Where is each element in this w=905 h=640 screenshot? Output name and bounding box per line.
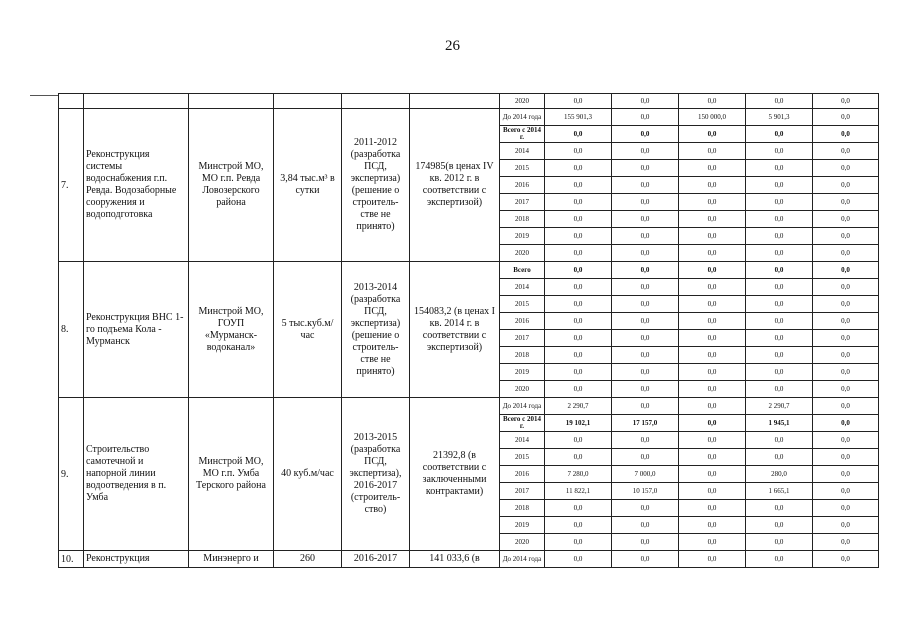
value-cell: 0,0	[746, 194, 813, 211]
value-cell: 0,0	[813, 500, 879, 517]
value-cell: 0,0	[545, 330, 612, 347]
value-cell: 0,0	[612, 160, 679, 177]
year-cell: Всего с 2014 г.	[500, 415, 545, 432]
year-cell: 2019	[500, 364, 545, 381]
value-cell: 0,0	[813, 296, 879, 313]
value-cell: 0,0	[612, 381, 679, 398]
value-cell: 0,0	[679, 279, 746, 296]
year-cell: 2015	[500, 296, 545, 313]
project-name: Строительство самотечной и напорной линии водоотведения в п. Умба	[84, 398, 189, 551]
value-cell: 0,0	[545, 126, 612, 143]
value-cell: 0,0	[612, 94, 679, 109]
value-cell: 0,0	[545, 143, 612, 160]
value-cell: 0,0	[545, 94, 612, 109]
value-cell: 0,0	[612, 534, 679, 551]
value-cell: 150 000,0	[679, 109, 746, 126]
value-cell: 0,0	[746, 228, 813, 245]
value-cell: 0,0	[746, 500, 813, 517]
year-cell: 2017	[500, 330, 545, 347]
value-cell: 0,0	[545, 381, 612, 398]
value-cell: 0,0	[813, 347, 879, 364]
value-cell: 0,0	[545, 194, 612, 211]
period-cell: 2013-2015 (разработка ПСД, экспертиза), 2016-2017 (строитель-ство)	[342, 398, 410, 551]
value-cell: 0,0	[612, 551, 679, 568]
empty-cell	[342, 94, 410, 109]
value-cell: 280,0	[746, 466, 813, 483]
value-cell: 0,0	[612, 143, 679, 160]
value-cell: 0,0	[612, 126, 679, 143]
value-cell: 0,0	[612, 330, 679, 347]
capacity-cell: 40 куб.м/час	[274, 398, 342, 551]
year-cell: До 2014 года	[500, 551, 545, 568]
year-cell: 2018	[500, 500, 545, 517]
customer-cell: Минстрой МО, ГОУП «Мурманск-водоканал»	[189, 262, 274, 398]
value-cell: 0,0	[679, 313, 746, 330]
value-cell: 0,0	[813, 483, 879, 500]
value-cell: 0,0	[813, 194, 879, 211]
year-cell: 2018	[500, 211, 545, 228]
value-cell: 0,0	[813, 364, 879, 381]
year-cell: 2015	[500, 160, 545, 177]
value-cell: 0,0	[746, 313, 813, 330]
value-cell: 0,0	[679, 415, 746, 432]
table-row	[59, 551, 879, 568]
value-cell: 0,0	[612, 194, 679, 211]
year-cell: Всего	[500, 262, 545, 279]
value-cell: 0,0	[612, 109, 679, 126]
capacity-cell: 260	[274, 551, 342, 568]
project-name: Реконструкция системы водоснабжения г.п. Ревда. Водозаборные сооружения и водоподготовка	[84, 109, 189, 262]
value-cell: 0,0	[679, 177, 746, 194]
period-cell: 2016-2017	[342, 551, 410, 568]
value-cell: 0,0	[612, 177, 679, 194]
capacity-cell: 5 тыс.куб.м/час	[274, 262, 342, 398]
table-row	[59, 94, 879, 109]
year-cell: 2016	[500, 177, 545, 194]
period-cell: 2013-2014 (разработка ПСД, экспертиза) (решение о строитель-стве не принято)	[342, 262, 410, 398]
capacity-cell: 3,84 тыс.м³ в сутки	[274, 109, 342, 262]
value-cell: 0,0	[813, 177, 879, 194]
value-cell: 0,0	[545, 177, 612, 194]
cost-cell: 174985(в ценах IV кв. 2012 г. в соответствии с экспертизой)	[410, 109, 500, 262]
value-cell: 155 901,3	[545, 109, 612, 126]
value-cell: 0,0	[679, 126, 746, 143]
value-cell: 0,0	[746, 534, 813, 551]
value-cell: 0,0	[813, 143, 879, 160]
value-cell: 0,0	[813, 398, 879, 415]
value-cell: 0,0	[679, 94, 746, 109]
value-cell: 0,0	[746, 211, 813, 228]
value-cell: 0,0	[612, 364, 679, 381]
value-cell: 2 290,7	[746, 398, 813, 415]
year-cell: 2017	[500, 194, 545, 211]
value-cell: 0,0	[813, 313, 879, 330]
empty-cell	[84, 94, 189, 109]
value-cell: 0,0	[545, 500, 612, 517]
value-cell: 0,0	[746, 279, 813, 296]
value-cell: 0,0	[813, 449, 879, 466]
value-cell: 0,0	[679, 466, 746, 483]
value-cell: 0,0	[545, 296, 612, 313]
value-cell: 0,0	[612, 279, 679, 296]
table-row	[59, 262, 879, 279]
value-cell: 0,0	[746, 94, 813, 109]
row-number: 8.	[59, 262, 84, 398]
value-cell: 0,0	[545, 347, 612, 364]
value-cell: 0,0	[746, 449, 813, 466]
value-cell: 0,0	[545, 245, 612, 262]
table-body	[59, 94, 879, 568]
row-number: 10.	[59, 551, 84, 568]
customer-cell: Минстрой МО, МО г.п. Умба Терского района	[189, 398, 274, 551]
value-cell: 0,0	[813, 551, 879, 568]
year-cell: 2020	[500, 245, 545, 262]
value-cell: 0,0	[612, 228, 679, 245]
page-number: 26	[445, 38, 460, 54]
value-cell: 5 901,3	[746, 109, 813, 126]
value-cell: 0,0	[813, 228, 879, 245]
value-cell: 0,0	[679, 449, 746, 466]
value-cell: 0,0	[813, 415, 879, 432]
value-cell: 0,0	[813, 432, 879, 449]
value-cell: 0,0	[545, 551, 612, 568]
value-cell: 0,0	[746, 296, 813, 313]
year-cell: 2019	[500, 517, 545, 534]
year-cell: 2017	[500, 483, 545, 500]
value-cell: 0,0	[612, 211, 679, 228]
value-cell: 1 945,1	[746, 415, 813, 432]
year-cell: 2020	[500, 534, 545, 551]
value-cell: 0,0	[813, 517, 879, 534]
value-cell: 0,0	[746, 160, 813, 177]
value-cell: 0,0	[612, 296, 679, 313]
empty-cell	[189, 94, 274, 109]
value-cell: 0,0	[612, 500, 679, 517]
project-name: Реконструкция	[84, 551, 189, 568]
cost-cell: 154083,2 (в ценах I кв. 2014 г. в соответствии с экспертизой)	[410, 262, 500, 398]
row-number: 7.	[59, 109, 84, 262]
year-cell: 2014	[500, 143, 545, 160]
value-cell: 0,0	[679, 398, 746, 415]
value-cell: 0,0	[746, 177, 813, 194]
value-cell: 0,0	[746, 551, 813, 568]
value-cell: 0,0	[679, 160, 746, 177]
value-cell: 0,0	[545, 534, 612, 551]
value-cell: 0,0	[545, 449, 612, 466]
value-cell: 0,0	[813, 109, 879, 126]
value-cell: 19 102,1	[545, 415, 612, 432]
year-cell: 2015	[500, 449, 545, 466]
value-cell: 0,0	[679, 534, 746, 551]
value-cell: 0,0	[813, 534, 879, 551]
value-cell: 0,0	[746, 262, 813, 279]
value-cell: 0,0	[545, 211, 612, 228]
value-cell: 0,0	[746, 143, 813, 160]
value-cell: 0,0	[813, 160, 879, 177]
row-number: 9.	[59, 398, 84, 551]
value-cell: 7 280,0	[545, 466, 612, 483]
value-cell: 0,0	[813, 245, 879, 262]
value-cell: 10 157,0	[612, 483, 679, 500]
value-cell: 1 665,1	[746, 483, 813, 500]
value-cell: 0,0	[813, 381, 879, 398]
customer-cell: Минэнерго и	[189, 551, 274, 568]
value-cell: 0,0	[813, 330, 879, 347]
value-cell: 0,0	[746, 364, 813, 381]
value-cell: 0,0	[813, 126, 879, 143]
value-cell: 0,0	[813, 211, 879, 228]
year-cell: 2018	[500, 347, 545, 364]
value-cell: 0,0	[679, 245, 746, 262]
value-cell: 0,0	[679, 296, 746, 313]
value-cell: 0,0	[612, 517, 679, 534]
value-cell: 0,0	[545, 279, 612, 296]
table-row	[59, 109, 879, 126]
value-cell: 0,0	[612, 313, 679, 330]
year-cell: До 2014 года	[500, 398, 545, 415]
value-cell: 0,0	[612, 432, 679, 449]
cost-cell: 21392,8 (в соответствии с заключенными контрактами)	[410, 398, 500, 551]
margin-rule	[30, 95, 58, 96]
value-cell: 17 157,0	[612, 415, 679, 432]
empty-cell	[59, 94, 84, 109]
value-cell: 0,0	[679, 211, 746, 228]
project-name: Реконструкция ВНС 1-го подъема Кола - Мурманск	[84, 262, 189, 398]
value-cell: 0,0	[545, 262, 612, 279]
value-cell: 0,0	[612, 245, 679, 262]
value-cell: 0,0	[612, 449, 679, 466]
value-cell: 0,0	[545, 364, 612, 381]
value-cell: 0,0	[679, 381, 746, 398]
year-cell: 2014	[500, 432, 545, 449]
value-cell: 0,0	[746, 517, 813, 534]
value-cell: 2 290,7	[545, 398, 612, 415]
customer-cell: Минстрой МО, МО г.п. Ревда Ловозерского района	[189, 109, 274, 262]
value-cell: 0,0	[746, 330, 813, 347]
value-cell: 0,0	[746, 126, 813, 143]
value-cell: 0,0	[679, 432, 746, 449]
value-cell: 0,0	[545, 517, 612, 534]
year-cell: 2016	[500, 466, 545, 483]
value-cell: 0,0	[679, 483, 746, 500]
value-cell: 0,0	[813, 94, 879, 109]
value-cell: 0,0	[545, 160, 612, 177]
value-cell: 0,0	[746, 245, 813, 262]
cost-cell: 141 033,6 (в	[410, 551, 500, 568]
value-cell: 0,0	[746, 381, 813, 398]
year-cell: Всего с 2014 г.	[500, 126, 545, 143]
value-cell: 0,0	[679, 551, 746, 568]
year-cell: 2019	[500, 228, 545, 245]
year-cell: 2020	[500, 381, 545, 398]
value-cell: 0,0	[679, 500, 746, 517]
value-cell: 0,0	[612, 398, 679, 415]
value-cell: 0,0	[679, 194, 746, 211]
value-cell: 0,0	[545, 432, 612, 449]
year-cell: 2016	[500, 313, 545, 330]
value-cell: 0,0	[746, 347, 813, 364]
investment-table	[58, 93, 879, 568]
value-cell: 7 000,0	[612, 466, 679, 483]
value-cell: 0,0	[813, 262, 879, 279]
value-cell: 0,0	[612, 262, 679, 279]
value-cell: 0,0	[545, 228, 612, 245]
value-cell: 0,0	[679, 262, 746, 279]
year-cell: 2014	[500, 279, 545, 296]
value-cell: 0,0	[679, 330, 746, 347]
empty-cell	[410, 94, 500, 109]
value-cell: 0,0	[679, 364, 746, 381]
year-cell: 2020	[500, 94, 545, 109]
year-cell: До 2014 года	[500, 109, 545, 126]
period-cell: 2011-2012 (разработка ПСД, экспертиза) (решение о строитель-стве не принято)	[342, 109, 410, 262]
value-cell: 0,0	[545, 313, 612, 330]
value-cell: 0,0	[612, 347, 679, 364]
value-cell: 0,0	[679, 347, 746, 364]
value-cell: 0,0	[813, 466, 879, 483]
value-cell: 0,0	[679, 143, 746, 160]
table-row	[59, 398, 879, 415]
empty-cell	[274, 94, 342, 109]
value-cell: 0,0	[679, 228, 746, 245]
value-cell: 0,0	[746, 432, 813, 449]
value-cell: 11 822,1	[545, 483, 612, 500]
value-cell: 0,0	[813, 279, 879, 296]
value-cell: 0,0	[679, 517, 746, 534]
